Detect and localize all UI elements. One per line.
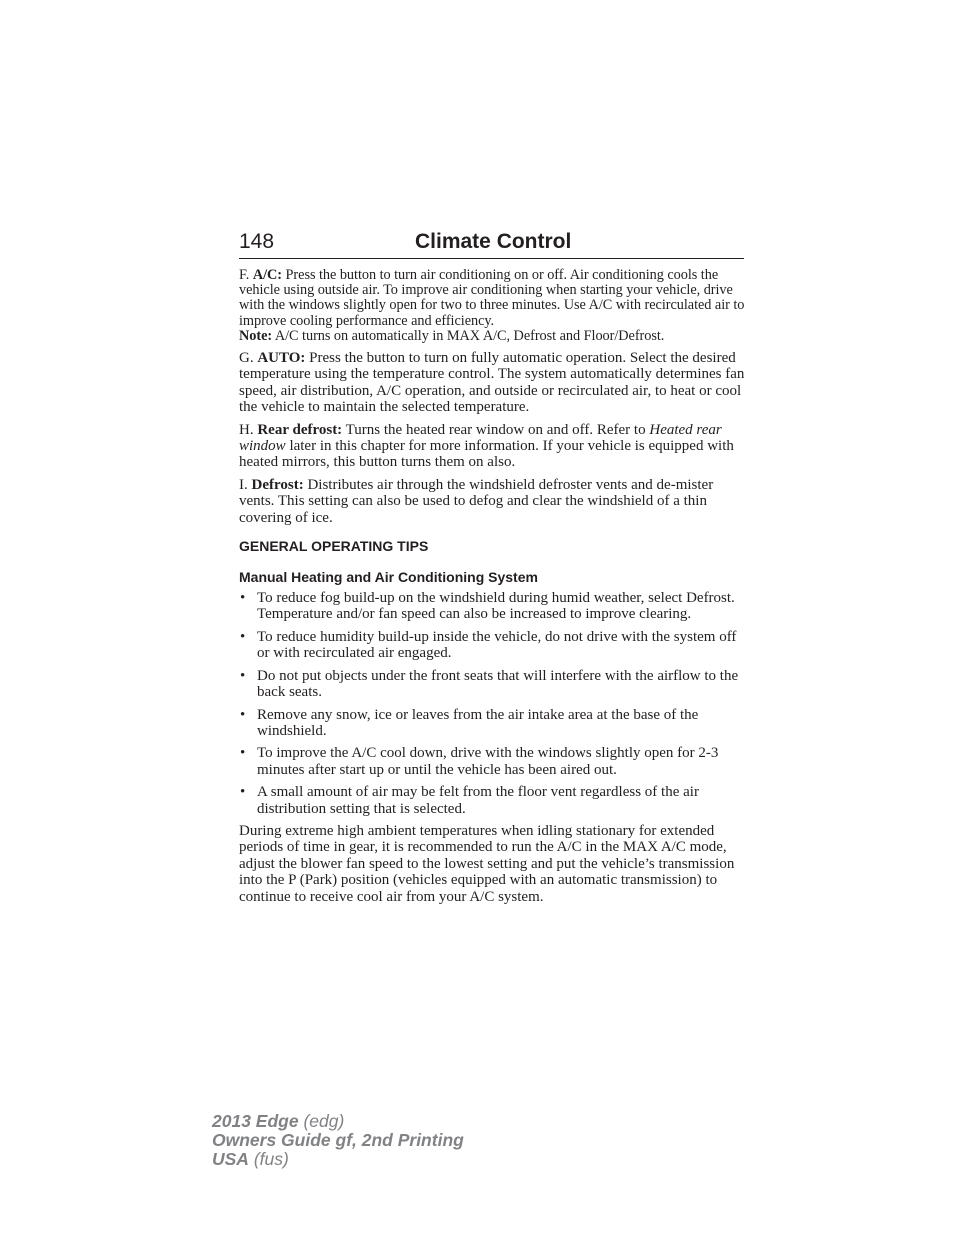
item-term: A/C: xyxy=(252,267,282,283)
sub-heading: Manual Heating and Air Conditioning System xyxy=(239,569,538,586)
item-text: Press the button to turn on fully automatic operation. Select the desired temperature using the temperature control. The system automatically determines fan speed, air distribution, A/C operation, and outside or recirculated air, to heat or cool the vehicle to maintain the selected temperature. xyxy=(239,350,745,416)
footer-region: USA xyxy=(212,1149,249,1170)
item-text: later in this chapter for more information. If your vehicle is equipped with heated mirrors, this button turns them on also. xyxy=(239,438,734,471)
list-item-text: Remove any snow, ice or leaves from the air intake area at the base of the windshield. xyxy=(257,706,699,739)
page-content xyxy=(239,268,745,905)
item-letter: I. xyxy=(239,476,248,493)
control-item-ac xyxy=(239,268,745,344)
footer-line-guide xyxy=(212,1131,464,1150)
bullet-icon: • xyxy=(240,706,246,723)
item-letter: G. xyxy=(239,350,254,367)
footer-model: 2013 Edge xyxy=(212,1111,299,1131)
item-text: Distributes air through the windshield defroster vents and de-mister vents. This setting can also be used to defog and clear the windshield of a thin covering of ice. xyxy=(239,476,714,526)
item-letter: H. xyxy=(239,421,254,438)
list-item xyxy=(239,668,745,701)
list-item xyxy=(239,784,745,817)
cross-reference: Heated rear window xyxy=(239,421,722,455)
list-item-text: To improve the A/C cool down, drive with the windows slightly open for 2-3 minutes after start up or until the vehicle has been aired out. xyxy=(257,745,719,778)
control-item-rear-defrost xyxy=(239,422,745,471)
bullet-icon: • xyxy=(240,667,246,684)
page-header xyxy=(239,228,744,259)
footer-line-region xyxy=(212,1150,464,1169)
list-item-text: A small amount of air may be felt from the floor vent regardless of the air distribution setting that is selected. xyxy=(257,784,699,817)
page-footer xyxy=(212,1112,464,1170)
footer-line-model xyxy=(212,1112,464,1131)
page-title: Climate Control xyxy=(415,230,572,253)
closing-paragraph: During extreme high ambient temperatures when idling stationary for extended periods of time in gear, it is recommended to run the A/C in the MAX A/C mode, adjust the blower fan speed to the lowest setting and put the vehicle’s transmission into the P (Park) position (vehicles equipped with an automatic transmission) to continue to receive cool air from your A/C system. xyxy=(239,822,735,905)
item-term: AUTO: xyxy=(257,350,306,367)
list-item xyxy=(239,629,745,662)
note-text: A/C turns on automatically in MAX A/C, Defrost and Floor/Defrost. xyxy=(274,327,665,344)
control-item-auto xyxy=(239,350,745,416)
tips-list xyxy=(239,590,745,817)
list-item xyxy=(239,745,745,778)
list-item xyxy=(239,707,745,740)
footer-region-code: (fus) xyxy=(253,1149,289,1170)
item-term: Defrost: xyxy=(251,476,304,493)
footer-model-code: (edg) xyxy=(303,1111,345,1131)
bullet-icon: • xyxy=(240,745,246,762)
list-item-text: To reduce humidity build-up inside the vehicle, do not drive with the system off or with recirculated air engaged. xyxy=(257,628,737,662)
list-item-text: To reduce fog build-up on the windshield during humid weather, select Defrost. Temperature and/or fan speed can also be increased to improve clearing. xyxy=(257,590,735,623)
bullet-icon: • xyxy=(240,628,246,645)
control-item-defrost xyxy=(239,477,745,526)
list-item xyxy=(239,590,745,623)
item-letter: F. xyxy=(239,267,250,283)
section-heading: GENERAL OPERATING TIPS xyxy=(239,538,429,555)
note-label: Note: xyxy=(239,327,273,344)
item-term: Rear defrost: xyxy=(257,421,343,438)
item-text: Turns the heated rear window on and off. Refer to xyxy=(345,421,646,438)
footer-guide: Owners Guide gf, 2nd Printing xyxy=(212,1130,464,1151)
list-item-text: Do not put objects under the front seats that will interfere with the airflow to the back seats. xyxy=(257,667,739,701)
bullet-icon: • xyxy=(240,590,246,607)
bullet-icon: • xyxy=(240,784,246,801)
item-text: Press the button to turn air conditioning on or off. Air conditioning cools the vehicle using outside air. To improve air conditioning when starting your vehicle, drive with the windows slightly open for two to three minutes. Use A/C with recirculated air to improve cooling performance and efficiency. xyxy=(239,267,745,329)
page-number: 148 xyxy=(239,230,275,253)
